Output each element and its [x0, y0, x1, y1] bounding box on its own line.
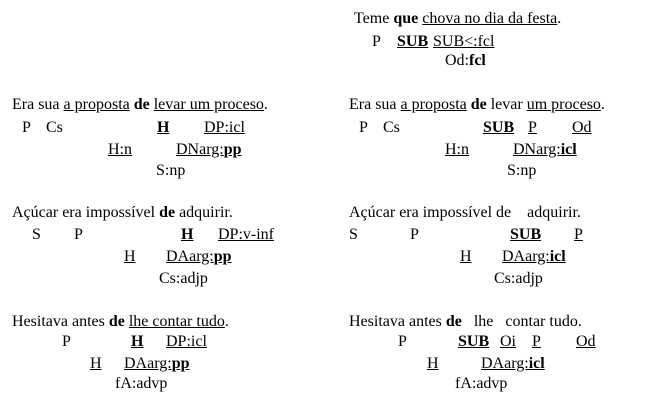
label-p: P — [398, 333, 407, 350]
form-label: pp — [223, 141, 242, 158]
label-group: Cs:adjp — [159, 270, 208, 287]
form-label: pp — [171, 355, 190, 372]
label-daarg — [502, 248, 566, 266]
token: adquirir. — [175, 204, 233, 221]
token: lhe contar tudo — [128, 313, 225, 330]
label-group: S:np — [507, 162, 537, 179]
token: Açúcar era impossível de adquirir. — [349, 204, 581, 221]
token: de — [159, 204, 176, 221]
form-label: fcl — [469, 52, 486, 69]
label-sub: SUB — [510, 226, 542, 243]
form-label: pp — [213, 248, 232, 265]
sentence-acucar-left — [12, 204, 233, 222]
label-group: fA:advp — [455, 375, 508, 392]
token: . — [557, 10, 562, 27]
token: . — [224, 313, 229, 330]
label-head: H:n — [108, 141, 132, 158]
label-head: H — [124, 248, 136, 265]
label-od: Od — [572, 119, 592, 136]
func-label: DNarg: — [176, 141, 224, 158]
label-p: P — [359, 119, 368, 136]
label-head: H:n — [445, 141, 469, 158]
label-p: P — [410, 226, 419, 243]
label-dnarg — [176, 141, 242, 159]
top-sentence — [354, 10, 561, 28]
func-label: DAarg: — [502, 248, 550, 265]
token: Era sua — [349, 96, 401, 113]
label-cs: Cs — [383, 119, 400, 136]
top-row1-sub-fcl: SUB<:fcl — [433, 33, 495, 50]
token: de — [108, 313, 125, 330]
func-label: DAarg: — [124, 355, 172, 372]
token: um proceso — [526, 96, 601, 113]
form-label: icl — [528, 355, 545, 372]
label-p: P — [62, 333, 71, 350]
token: . — [600, 96, 605, 113]
label-daarg — [124, 355, 190, 373]
sentence-acucar-right — [349, 204, 581, 222]
label-group: Cs:adjp — [494, 270, 543, 287]
label-head: H — [427, 355, 439, 372]
label-dp-vinf: DP:v-inf — [218, 226, 274, 243]
sentence-hesitava-right — [349, 313, 582, 331]
token: Era sua — [12, 96, 64, 113]
token: . — [263, 96, 268, 113]
token: de — [133, 96, 150, 113]
form-label: icl — [560, 141, 577, 158]
token: Açúcar era impossível — [12, 204, 160, 221]
label-daarg — [481, 355, 545, 373]
token: a proposta — [63, 96, 130, 113]
token: a proposta — [400, 96, 467, 113]
token: de — [445, 313, 462, 330]
token: lhe contar tudo. — [461, 313, 582, 330]
form-label: icl — [549, 248, 566, 265]
label-dnarg — [513, 141, 577, 159]
label-dp-icl: DP:icl — [166, 333, 207, 350]
label-p-inner: P — [528, 119, 537, 136]
label-head: H — [460, 248, 472, 265]
func-label: DAarg: — [166, 248, 214, 265]
token: levar — [486, 96, 527, 113]
func-label: Od: — [445, 52, 469, 69]
label-group: S:np — [156, 162, 186, 179]
label-p-inner: P — [532, 333, 541, 350]
label-group: fA:advp — [115, 375, 168, 392]
token: levar um proceso — [153, 96, 264, 113]
label-s: S — [32, 226, 41, 243]
label-dp-icl: DP:icl — [204, 119, 245, 136]
label-p-inner: P — [574, 226, 583, 243]
token: de — [470, 96, 487, 113]
label-cs: Cs — [46, 119, 63, 136]
token: chova no dia da festa — [422, 10, 558, 27]
sentence-proposta-left — [12, 96, 268, 114]
sentence-hesitava-left — [12, 313, 229, 331]
label-h: H — [181, 226, 194, 243]
top-row1-p: P — [372, 33, 381, 50]
label-head: H — [90, 355, 102, 372]
token: Hesitava antes — [12, 313, 109, 330]
label-p: P — [22, 119, 31, 136]
label-sub: SUB — [483, 119, 515, 136]
label-h: H — [131, 333, 144, 350]
label-oi: Oi — [500, 333, 516, 350]
label-p: P — [74, 226, 83, 243]
token: Teme — [354, 10, 394, 27]
func-label: DNarg: — [513, 141, 561, 158]
token: que — [393, 10, 419, 27]
label-h: H — [157, 119, 170, 136]
func-label: DAarg: — [481, 355, 529, 372]
label-od: Od — [576, 333, 596, 350]
label-sub: SUB — [458, 333, 490, 350]
top-row1-sub: SUB — [397, 33, 429, 50]
token: Hesitava antes — [349, 313, 446, 330]
label-s: S — [349, 226, 358, 243]
label-daarg — [166, 248, 232, 266]
sentence-proposta-right — [349, 96, 605, 114]
top-row2 — [445, 52, 486, 70]
